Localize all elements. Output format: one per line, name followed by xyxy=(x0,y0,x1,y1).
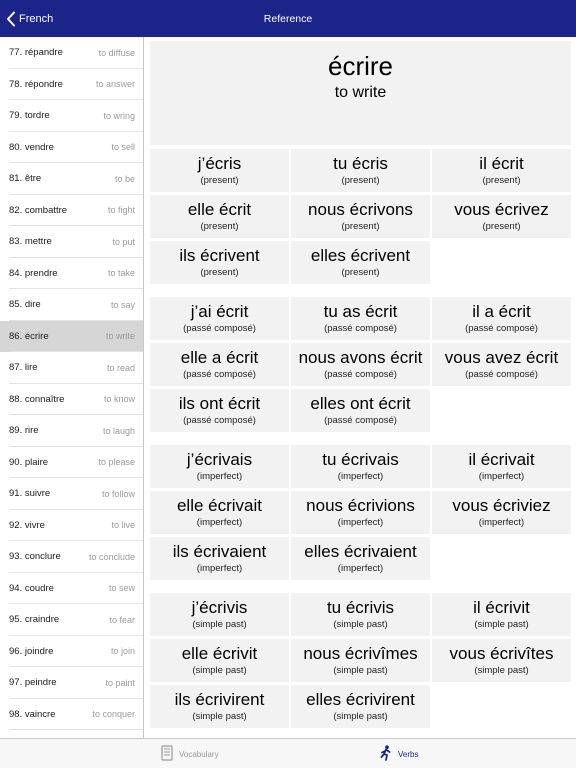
conjugation-cell xyxy=(432,297,571,340)
tense-label: (passé composé) xyxy=(183,323,256,334)
conjugation-cell xyxy=(150,593,289,636)
tense-label: (simple past) xyxy=(192,619,247,630)
conjugated-form: nous écrivons xyxy=(308,200,413,219)
tense-label: (simple past) xyxy=(474,619,529,630)
back-button-label: French xyxy=(19,12,54,25)
verb-french: 80. vendre xyxy=(9,141,54,153)
conjugated-form: elles écrivirent xyxy=(306,690,415,709)
verb-english: to live xyxy=(111,520,135,531)
verb-list-item[interactable] xyxy=(0,573,143,605)
verb-english: to wring xyxy=(103,110,135,121)
conjugation-cell xyxy=(432,491,571,534)
tab-vocabulary-label: Vocabulary xyxy=(179,749,219,759)
conjugated-form: tu as écrit xyxy=(323,302,398,321)
verb-list-item[interactable] xyxy=(0,510,143,542)
verb-french: 77. répandre xyxy=(9,47,63,59)
verb-list-item[interactable] xyxy=(0,636,143,668)
conjugation-cell xyxy=(432,343,571,386)
tense-label: (simple past) xyxy=(192,665,247,676)
verb-list-item[interactable] xyxy=(0,37,143,69)
verb-english: to please xyxy=(98,457,135,468)
conjugated-form: elle écrivait xyxy=(176,496,263,515)
conjugated-form: vous écriviez xyxy=(452,496,551,515)
tense-label: (passé composé) xyxy=(324,369,397,380)
tense-label: (imperfect) xyxy=(478,517,525,528)
tense-label: (imperfect) xyxy=(337,517,384,528)
verb-french: 96. joindre xyxy=(9,645,54,657)
verb-english: to fight xyxy=(107,205,135,216)
tense-label: (simple past) xyxy=(474,665,529,676)
conjugated-form: tu écrivis xyxy=(326,598,395,617)
tense-label: (present) xyxy=(341,221,380,232)
tense-label: (imperfect) xyxy=(196,471,243,482)
verb-english: to laugh xyxy=(102,425,135,436)
conjugation-cell xyxy=(150,195,289,238)
conjugation-cell xyxy=(150,389,289,432)
verb-list-item[interactable] xyxy=(0,604,143,636)
conjugated-form: nous écrivîmes xyxy=(303,644,418,663)
conjugation-cell xyxy=(291,537,430,580)
verb-list-item[interactable] xyxy=(0,132,143,164)
verb-list[interactable] xyxy=(0,37,144,738)
verb-english: to write xyxy=(105,331,135,342)
verb-list-item[interactable] xyxy=(0,699,143,731)
conjugation-cell xyxy=(291,343,430,386)
verb-french: 91. suivre xyxy=(9,488,51,500)
verb-french: 87. lire xyxy=(9,362,38,374)
tense-label: (passé composé) xyxy=(324,323,397,334)
verb-english: to conclude xyxy=(88,551,135,562)
tense-label: (present) xyxy=(200,175,239,186)
conjugated-form: il écrivait xyxy=(468,450,535,469)
conjugation-cell xyxy=(432,195,571,238)
tense-label: (imperfect) xyxy=(337,471,384,482)
verb-list-item[interactable] xyxy=(0,415,143,447)
conjugated-form: vous écrivîtes xyxy=(449,644,554,663)
conjugated-form: elle a écrit xyxy=(180,348,259,367)
tense-label: (imperfect) xyxy=(337,563,384,574)
verb-list-item[interactable] xyxy=(0,384,143,416)
verb-list-item[interactable] xyxy=(0,667,143,699)
verb-list-item[interactable] xyxy=(0,289,143,321)
verb-french: 94. coudre xyxy=(9,582,54,594)
conjugated-form: tu écris xyxy=(333,154,388,173)
verb-english: to paint xyxy=(105,677,135,688)
conjugation-cell xyxy=(291,149,430,192)
verb-list-item[interactable] xyxy=(0,541,143,573)
conjugated-form: j’ai écrit xyxy=(190,302,249,321)
conjugated-form: elle écrivit xyxy=(181,644,258,663)
conjugation-cell xyxy=(150,297,289,340)
verb-french: 90. plaire xyxy=(9,456,49,468)
conjugated-form: j’écrivais xyxy=(186,450,253,469)
conjugation-cell xyxy=(291,297,430,340)
tense-label: (simple past) xyxy=(333,665,388,676)
conjugation-cell xyxy=(150,241,289,284)
verb-english: to diffuse xyxy=(98,47,135,58)
verb-header-card xyxy=(150,41,571,145)
verb-french: 92. vivre xyxy=(9,519,45,531)
tense-label: (passé composé) xyxy=(183,369,256,380)
conjugated-form: vous avez écrit xyxy=(444,348,559,367)
verb-list-item[interactable] xyxy=(0,321,143,353)
conjugated-form: j’écrivis xyxy=(191,598,248,617)
conjugated-form: vous écrivez xyxy=(454,200,549,219)
conjugation-cell xyxy=(291,195,430,238)
conjugated-form: il écrit xyxy=(479,154,524,173)
verb-meaning: to write xyxy=(334,84,387,101)
conjugation-cell xyxy=(150,445,289,488)
conjugation-cell xyxy=(150,639,289,682)
conjugation-cell xyxy=(291,593,430,636)
verb-french: 83. mettre xyxy=(9,236,52,248)
conjugated-form: nous avons écrit xyxy=(298,348,423,367)
verb-list-item[interactable] xyxy=(0,100,143,132)
conjugation-cell xyxy=(291,241,430,284)
tense-label: (simple past) xyxy=(333,619,388,630)
tab-bar xyxy=(0,738,576,768)
nav-bar xyxy=(0,0,576,37)
conjugated-form: il a écrit xyxy=(472,302,531,321)
conjugation-cell xyxy=(291,639,430,682)
conjugation-cell xyxy=(291,445,430,488)
tab-verbs[interactable] xyxy=(380,739,418,768)
tense-label: (simple past) xyxy=(333,711,388,722)
row-divider xyxy=(9,729,143,730)
tense-label: (passé composé) xyxy=(183,415,256,426)
verb-english: to fear xyxy=(109,614,135,625)
conjugation-panel[interactable] xyxy=(145,37,576,738)
tense-label: (imperfect) xyxy=(196,517,243,528)
conjugation-cell xyxy=(150,149,289,192)
verb-french: 78. répondre xyxy=(9,78,63,90)
conjugated-form: elles écrivent xyxy=(310,246,411,265)
tense-label: (present) xyxy=(341,175,380,186)
page-title: Reference xyxy=(263,12,313,25)
verb-english: to read xyxy=(106,362,135,373)
tab-vocabulary[interactable] xyxy=(161,739,219,768)
verb-english: to answer xyxy=(95,79,135,90)
verb-french: 84. prendre xyxy=(9,267,58,279)
conjugated-form: il écrivit xyxy=(473,598,530,617)
verb-english: to take xyxy=(107,268,135,279)
verb-french: 82. combattre xyxy=(9,204,68,216)
conjugation-cell xyxy=(432,593,571,636)
verb-french: 81. être xyxy=(9,173,42,185)
verb-english: to know xyxy=(103,394,135,405)
verb-list-item[interactable] xyxy=(0,352,143,384)
tense-label: (passé composé) xyxy=(324,415,397,426)
tense-label: (passé composé) xyxy=(465,369,538,380)
tense-label: (imperfect) xyxy=(196,563,243,574)
tense-label: (passé composé) xyxy=(465,323,538,334)
verb-french: 95. craindre xyxy=(9,614,60,626)
verb-list-item[interactable] xyxy=(0,163,143,195)
verb-english: to be xyxy=(114,173,135,184)
verb-french: 98. vaincre xyxy=(9,708,56,720)
verb-english: to follow xyxy=(101,488,135,499)
tense-label: (present) xyxy=(200,267,239,278)
conjugated-form: ils écrivirent xyxy=(174,690,265,709)
conjugation-cell xyxy=(150,343,289,386)
verb-english: to say xyxy=(110,299,135,310)
conjugated-form: elle écrit xyxy=(187,200,252,219)
conjugated-form: elles écrivaient xyxy=(304,542,417,561)
verb-list-item[interactable] xyxy=(0,447,143,479)
conjugation-cell xyxy=(432,149,571,192)
verb-list-item[interactable] xyxy=(0,478,143,510)
conjugated-form: j’écris xyxy=(197,154,242,173)
tense-label: (present) xyxy=(200,221,239,232)
book-icon xyxy=(161,745,173,763)
verb-list-item[interactable] xyxy=(0,195,143,227)
conjugation-cell xyxy=(150,491,289,534)
conjugated-form: nous écrivions xyxy=(306,496,415,515)
verb-english: to sew xyxy=(108,583,135,594)
verb-english: to sell xyxy=(111,142,135,153)
running-figure-icon xyxy=(380,745,392,763)
conjugation-cell xyxy=(291,491,430,534)
verb-french: 85. dire xyxy=(9,299,41,311)
verb-french: 89. rire xyxy=(9,425,39,437)
conjugated-form: tu écrivais xyxy=(322,450,399,469)
tense-label: (simple past) xyxy=(192,711,247,722)
conjugated-form: ils écrivent xyxy=(179,246,260,265)
verb-english: to put xyxy=(112,236,135,247)
verb-french: 86. écrire xyxy=(9,330,49,342)
conjugation-cell xyxy=(150,537,289,580)
conjugation-cell xyxy=(432,445,571,488)
verb-french: 93. conclure xyxy=(9,551,61,563)
conjugation-cell xyxy=(150,685,289,728)
tab-verbs-label: Verbs xyxy=(398,749,419,759)
tense-label: (present) xyxy=(482,175,521,186)
tense-label: (present) xyxy=(341,267,380,278)
verb-list-item[interactable] xyxy=(0,226,143,258)
tense-label: (present) xyxy=(482,221,521,232)
conjugated-form: ils ont écrit xyxy=(178,394,261,413)
verb-english: to join xyxy=(110,646,135,657)
verb-list-item[interactable] xyxy=(0,258,143,290)
verb-french: 97. peindre xyxy=(9,677,57,689)
verb-list-item[interactable] xyxy=(0,69,143,101)
conjugation-cell xyxy=(291,389,430,432)
conjugation-cell xyxy=(291,685,430,728)
conjugated-form: ils écrivaient xyxy=(172,542,267,561)
verb-infinitive: écrire xyxy=(327,51,393,81)
conjugated-form: elles ont écrit xyxy=(310,394,411,413)
verb-english: to conquer xyxy=(92,709,135,720)
verb-french: 88. connaître xyxy=(9,393,65,405)
conjugation-cell xyxy=(432,639,571,682)
verb-french: 79. tordre xyxy=(9,110,50,122)
tense-label: (imperfect) xyxy=(478,471,525,482)
